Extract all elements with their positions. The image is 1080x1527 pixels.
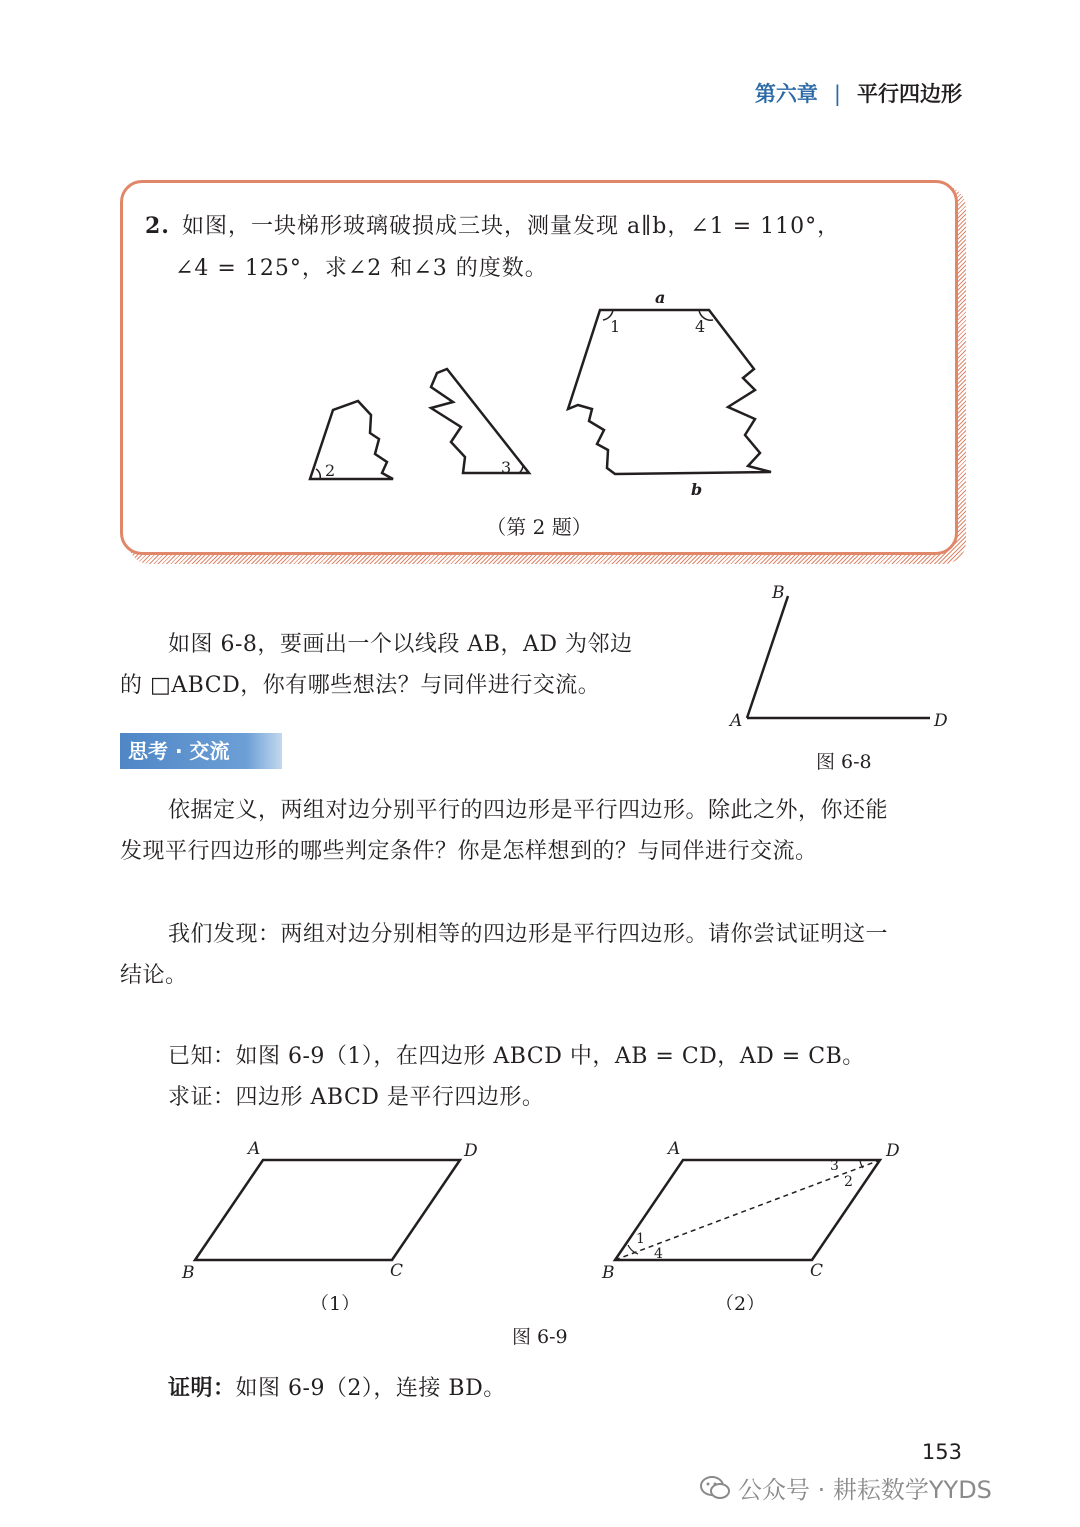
label-n1: 1 — [610, 317, 621, 336]
chapter-header — [755, 78, 962, 108]
watermark — [700, 1470, 992, 1505]
paragraph-3 — [120, 914, 888, 996]
page-number: 153 — [921, 1440, 962, 1464]
proof-text: 如图 6-9（2），连接 BD。 — [235, 1376, 506, 1401]
angle-2-arc — [316, 469, 320, 479]
angle-label-4: 4 — [654, 1246, 663, 1262]
figure-6-9-caption: 图 6-9 — [512, 1326, 568, 1348]
paragraph-2-line-1: 依据定义，两组对边分别平行的四边形是平行四边形。除此之外，你还能 — [168, 798, 889, 823]
exercise-line-1: 如图，一块梯形玻璃破损成三块，测量发现 a∥b，∠1 = 110°， — [181, 214, 841, 239]
figure-6-8-caption: 图 6-8 — [816, 751, 872, 773]
label-a: a — [655, 288, 666, 307]
segment-ab — [747, 596, 788, 718]
wechat-icon — [700, 1475, 730, 1501]
angle-label-2: 2 — [844, 1174, 853, 1190]
paragraph-1-line-1: 如图 6-8，要画出一个以线段 AB，AD 为邻边 — [168, 632, 633, 657]
chapter-number: 第六章 — [754, 82, 818, 106]
parallelogram-2 — [615, 1160, 880, 1260]
label-c1: C — [390, 1261, 404, 1281]
exercise-line-2: ∠4 = 125°，求∠2 和∠3 的度数。 — [175, 256, 548, 281]
paragraph-3-line-1: 我们发现：两组对边分别相等的四边形是平行四边形。请你尝试证明这一 — [168, 922, 889, 947]
prove-statement: 求证：四边形 ABCD 是平行四边形。 — [168, 1085, 545, 1110]
figure-6-9 — [160, 1130, 940, 1310]
label-b2: B — [602, 1263, 615, 1283]
diagonal-bd — [615, 1160, 880, 1260]
glass-piece-1 — [310, 401, 393, 479]
given-prove — [168, 1036, 865, 1118]
exercise-box — [120, 180, 958, 555]
label-a1: A — [248, 1139, 261, 1159]
paragraph-1 — [120, 624, 633, 706]
chapter-topic: 平行四边形 — [857, 82, 962, 106]
header-separator: | — [833, 82, 841, 106]
label-d2: D — [886, 1141, 900, 1161]
figure-6-8 — [720, 580, 960, 740]
paragraph-3-line-2: 结论。 — [120, 963, 188, 988]
proof-label: 证明： — [168, 1376, 236, 1401]
paragraph-2 — [120, 790, 888, 872]
glass-pieces-figure — [123, 183, 955, 553]
exercise-number: 2. — [145, 213, 170, 239]
label-n3: 3 — [501, 458, 512, 477]
proof-line — [168, 1368, 506, 1409]
watermark-text: 公众号 · 耕耘数学YYDS — [738, 1476, 992, 1504]
glass-piece-2 — [431, 369, 529, 473]
label-d1: D — [464, 1141, 478, 1161]
angle-label-1: 1 — [636, 1231, 645, 1247]
label-c2: C — [810, 1261, 824, 1281]
subfigure-2-label: （2） — [715, 1293, 766, 1310]
label-d: D — [934, 711, 948, 731]
exercise-caption: （第 2 题） — [486, 515, 592, 539]
subfigure-1-label: （1） — [310, 1293, 361, 1310]
label-b1: B — [182, 1263, 195, 1283]
label-a: A — [730, 711, 743, 731]
glass-piece-3 — [568, 310, 771, 474]
section-tag: 思考 · 交流 — [120, 733, 282, 769]
label-b: B — [772, 583, 785, 603]
label-b: b — [691, 480, 703, 499]
angle-label-3: 3 — [830, 1158, 839, 1174]
label-n4: 4 — [695, 317, 706, 336]
given-statement: 已知：如图 6-9（1），在四边形 ABCD 中，AB = CD，AD = CB。 — [168, 1044, 865, 1069]
paragraph-1-line-2: 的 □ABCD，你有哪些想法？与同伴进行交流。 — [120, 673, 601, 698]
label-n2: 2 — [325, 461, 336, 480]
parallelogram-1 — [195, 1160, 460, 1260]
paragraph-2-line-2: 发现平行四边形的哪些判定条件？你是怎样想到的？与同伴进行交流。 — [120, 839, 818, 864]
label-a2: A — [668, 1139, 681, 1159]
